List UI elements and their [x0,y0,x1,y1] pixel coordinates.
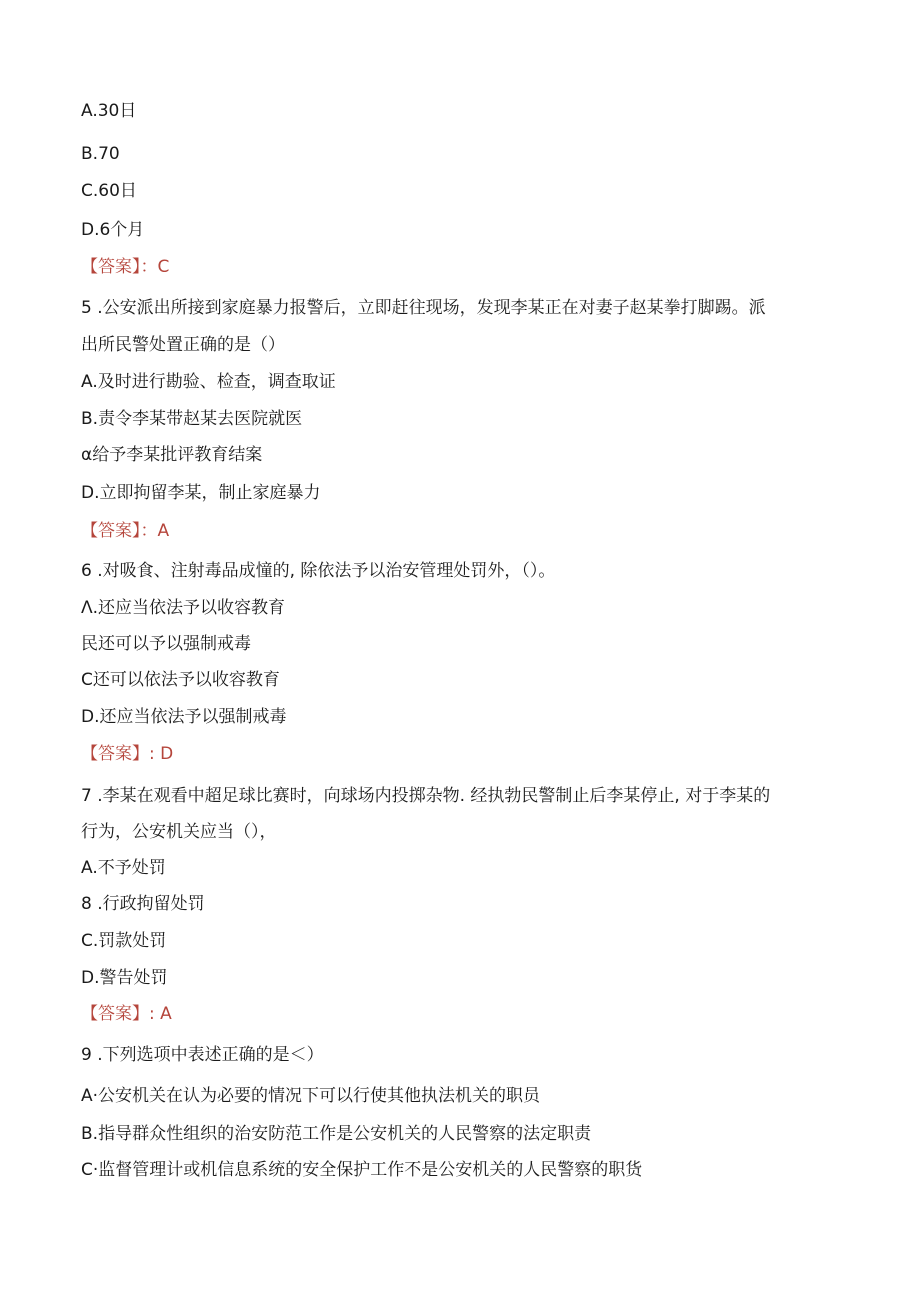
question-stem: 7 .李某在观看中超足球比赛时，向球场内投掷杂物. 经执勃民警制止后李某停止, 对于李某的 [81,786,771,806]
option-c: α给予李某批评教育结案 [81,445,263,465]
option-c: C.罚款处罚 [81,931,167,951]
question-stem-continued: 出所民警处置正确的是（） [81,335,285,355]
answer-label: 【答案】：C [81,257,170,277]
question-stem: 6 .对吸食、注射毒品成憧的, 除依法予以治安管理处罚外，（）。 [81,561,556,581]
option-a: A·公安机关在认为必要的情况下可以行使其他执法机关的职员 [81,1086,541,1106]
option-b: 民还可以予以强制戒毒 [81,634,251,654]
answer-label: 【答案】: D [81,744,174,764]
answer-label: 【答案】: A [81,1004,172,1024]
option-b: B.责令李某带赵某去医院就医 [81,409,303,429]
option-b: B.70 [81,144,120,164]
answer-label: 【答案】：A [81,521,170,541]
option-d: D.警告处罚 [81,968,168,988]
option-d: D.还应当依法予以强制戒毒 [81,707,287,727]
option-b: 8 .行政拘留处罚 [81,894,205,914]
question-stem: 9 .下列选项中表述正确的是＜） [81,1045,324,1065]
option-c: C.60日 [81,181,137,201]
option-c: C·监督管理计或机信息系统的安全保护工作不是公安机关的人民警察的职货 [81,1160,643,1180]
option-a: A.及时进行勘验、检查，调查取证 [81,372,336,392]
option-c: C还可以依法予以收容教育 [81,670,280,690]
option-a: A.不予处罚 [81,858,166,878]
question-stem-continued: 行为，公安机关应当（）， [81,822,277,842]
option-b: B.指导群众性组织的治安防范工作是公安机关的人民警察的法定职责 [81,1124,592,1144]
question-stem: 5 .公安派出所接到家庭暴力报警后，立即赶往现场，发现李某正在对妻子赵某拳打脚踢。派 [81,298,766,318]
option-a: A.30日 [81,101,137,121]
option-a: Λ.还应当依法予以收容教育 [81,598,286,618]
option-d: D.立即拘留李某，制止家庭暴力 [81,483,321,503]
option-d: D.6个月 [81,220,145,240]
